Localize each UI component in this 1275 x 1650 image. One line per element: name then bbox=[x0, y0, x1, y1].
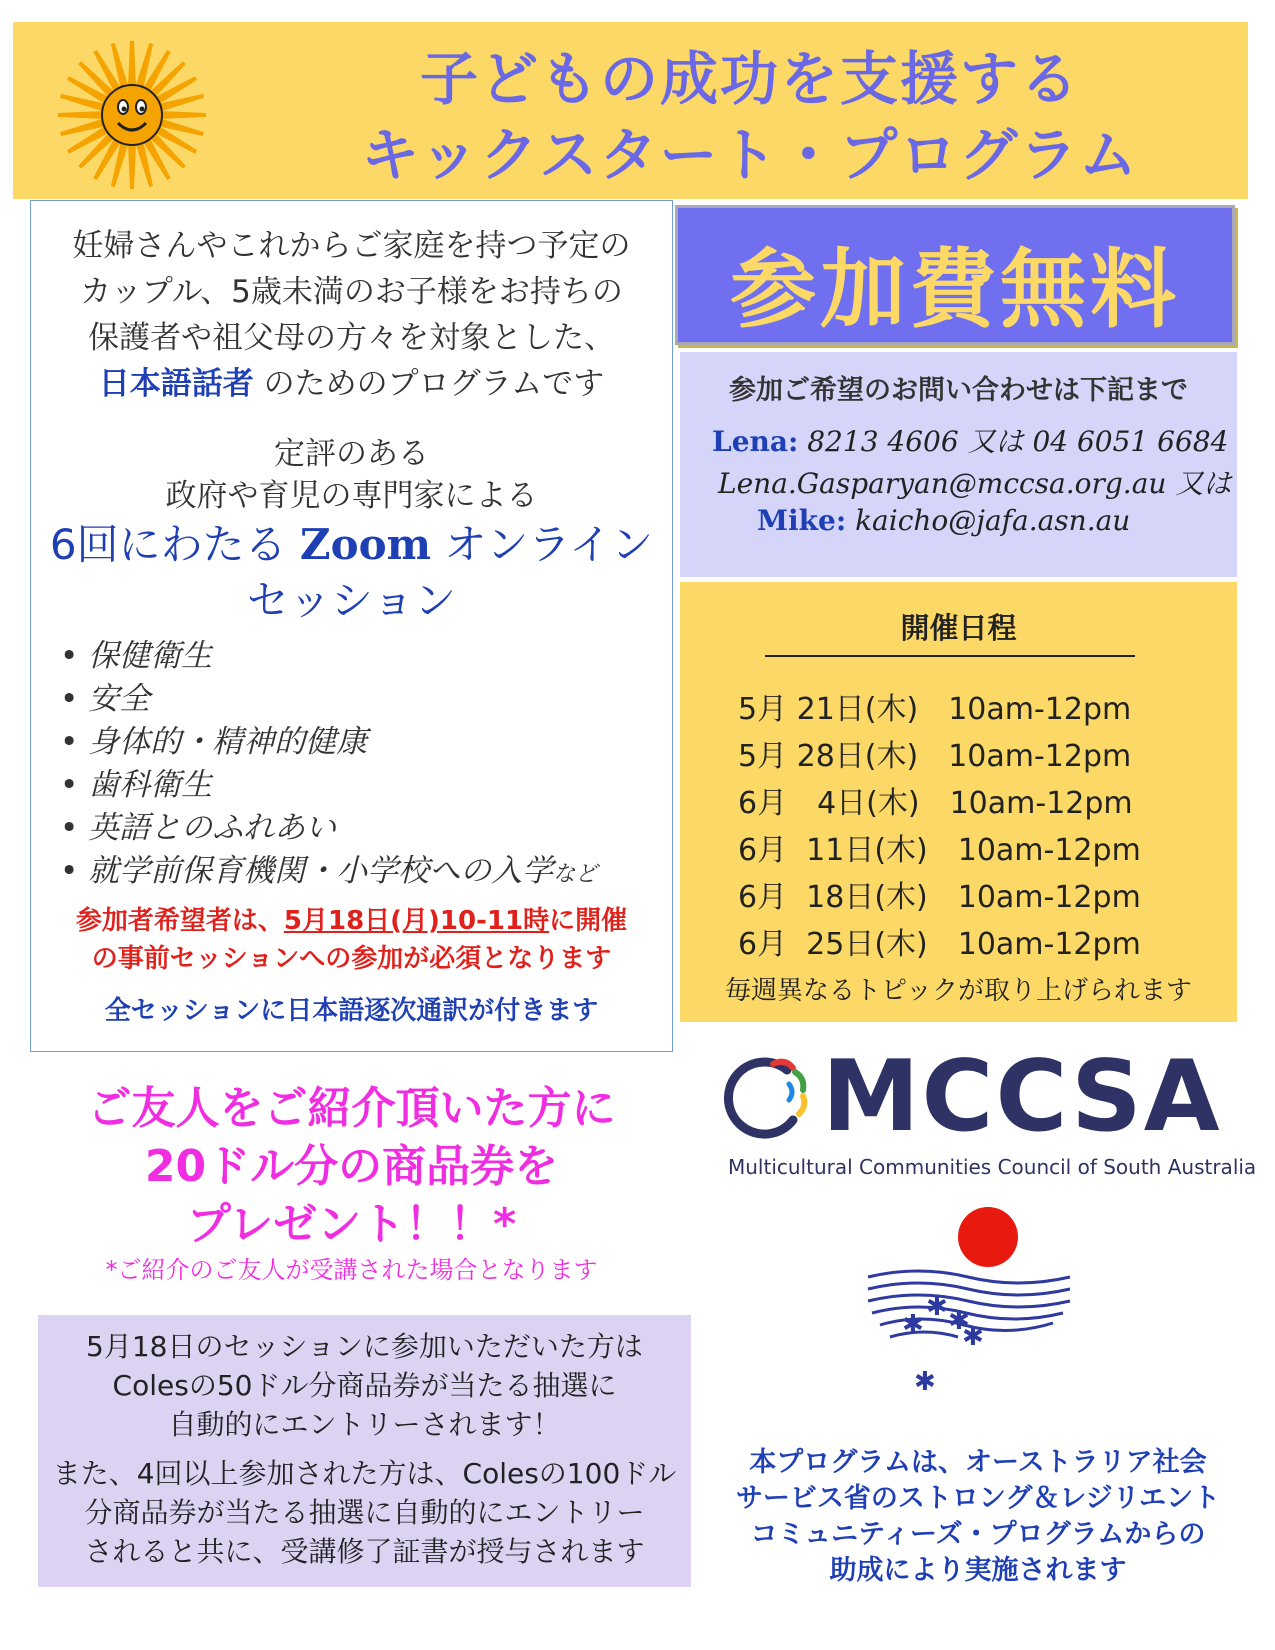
schedule-row: 6月 18日(木) 10am-12pm bbox=[738, 880, 1141, 915]
free-fee-text: 参加費無料 bbox=[730, 240, 1180, 340]
svg-text:✱: ✱ bbox=[902, 1310, 924, 1340]
rising-sun-southern-cross-icon bbox=[858, 1195, 1078, 1405]
zoom-sessions-line-2: セッション bbox=[246, 576, 457, 625]
svg-text:✱: ✱ bbox=[948, 1306, 970, 1336]
lottery-line-4: また、4回以上参加された方は、Colesの100ドル bbox=[52, 1457, 677, 1490]
schedule-divider bbox=[765, 655, 1135, 657]
schedule-row: 5月 28日(木) 10am-12pm bbox=[738, 739, 1132, 774]
intro-line-5: 定評のある bbox=[274, 436, 429, 472]
svg-text:✱: ✱ bbox=[914, 1367, 936, 1397]
svg-text:✱: ✱ bbox=[962, 1322, 984, 1352]
title-line-1: 子どもの成功を支援する bbox=[419, 45, 1080, 113]
schedule-row: 6月 25日(木) 10am-12pm bbox=[738, 927, 1141, 962]
mccsa-name: MCCSA bbox=[822, 1040, 1222, 1154]
schedule-row: 5月 21日(木) 10am-12pm bbox=[738, 692, 1132, 727]
schedule-row: 6月 4日(木) 10am-12pm bbox=[738, 786, 1133, 821]
zoom-sessions-line-1 bbox=[30, 512, 673, 572]
sun-icon bbox=[18, 40, 246, 190]
schedule-heading: 開催日程 bbox=[900, 611, 1017, 645]
target-audience: 日本語話者 bbox=[98, 366, 254, 402]
lottery-line-6: されると共に、受講修了証書が授与されます bbox=[84, 1535, 645, 1568]
topic-item: • 英語とのふれあい bbox=[60, 810, 337, 846]
schedule-row: 6月 11日(木) 10am-12pm bbox=[738, 833, 1141, 868]
funding-line-2: サービス省のストロング＆レジリエント bbox=[735, 1483, 1221, 1514]
zoom-count: 6回にわたる bbox=[49, 520, 300, 569]
zoom-online: オンライン bbox=[431, 520, 654, 569]
title-line-2: キックスタート・プログラム bbox=[361, 121, 1139, 189]
pre-session-line-2: の事前セッションへの参加が必須となります bbox=[91, 944, 612, 974]
intro-line-4-rest: のためのプログラムです bbox=[253, 366, 605, 402]
lottery-line-2: Colesの50ドル分商品券が当たる抽選に bbox=[112, 1369, 617, 1402]
pre-session-line-1: 参加者希望者は、5月18日(月)10-11時に開催 bbox=[75, 906, 628, 936]
mike-email[interactable]: kaicho@jafa.asn.au bbox=[846, 504, 1131, 537]
referral-line-2: 20ドル分の商品券を bbox=[144, 1141, 559, 1192]
zoom-word: Zoom bbox=[299, 520, 432, 569]
referral-line-1: ご友人をご紹介頂いた方に bbox=[87, 1083, 616, 1134]
contact-lena-phone: Lena: 8213 4606 又は 04 6051 6684 bbox=[712, 425, 1229, 458]
topic-item: • 就学前保育機関・小学校への入学など bbox=[60, 853, 598, 889]
lottery-line-5: 分商品券が当たる抽選に自動的にエントリー bbox=[84, 1496, 645, 1529]
contact-mike: Mike: kaicho@jafa.asn.au bbox=[757, 504, 1131, 537]
intro-line-2: カップル、5歳未満のお子様をお持ちの bbox=[80, 274, 623, 310]
referral-line-3: プレゼント！！* bbox=[186, 1199, 517, 1250]
topic-item: • 歯科衛生 bbox=[60, 767, 213, 803]
funding-line-4: 助成により実施されます bbox=[829, 1555, 1127, 1586]
svg-text:✱: ✱ bbox=[926, 1292, 948, 1322]
intro-line-1: 妊婦さんやこれからご家庭を持つ予定の bbox=[72, 228, 631, 264]
lottery-line-3: 自動的にエントリーされます！ bbox=[168, 1408, 561, 1441]
topic-item: • 保健衛生 bbox=[60, 638, 213, 674]
intro-line-3: 保護者や祖父母の方々を対象とした、 bbox=[88, 320, 615, 356]
mccsa-logo-mark-icon bbox=[723, 1048, 815, 1148]
contact-heading: 参加ご希望のお問い合わせは下記まで bbox=[729, 375, 1188, 406]
contact-lena-email[interactable]: Lena.Gasparyan@mccsa.org.au 又は bbox=[718, 467, 1232, 500]
mccsa-full-name: Multicultural Communities Council of South Australia bbox=[728, 1155, 1257, 1179]
interpretation-note: 全セッションに日本語逐次通訳が付きます bbox=[104, 996, 599, 1026]
topic-item: • 身体的・精神的健康 bbox=[60, 724, 368, 760]
intro-line-4 bbox=[30, 358, 673, 403]
schedule-note: 毎週異なるトピックが取り上げられます bbox=[725, 976, 1192, 1006]
lottery-line-1: 5月18日のセッションに参加いただいた方は bbox=[86, 1330, 643, 1363]
referral-note: *ご紹介のご友人が受講された場合となります bbox=[105, 1256, 598, 1284]
topic-item: • 安全 bbox=[60, 681, 151, 717]
intro-line-6: 政府や育児の専門家による bbox=[165, 478, 538, 514]
funding-line-3: コミュニティーズ・プログラムからの bbox=[750, 1519, 1206, 1550]
funding-line-1: 本プログラムは、オーストラリア社会 bbox=[749, 1447, 1207, 1478]
